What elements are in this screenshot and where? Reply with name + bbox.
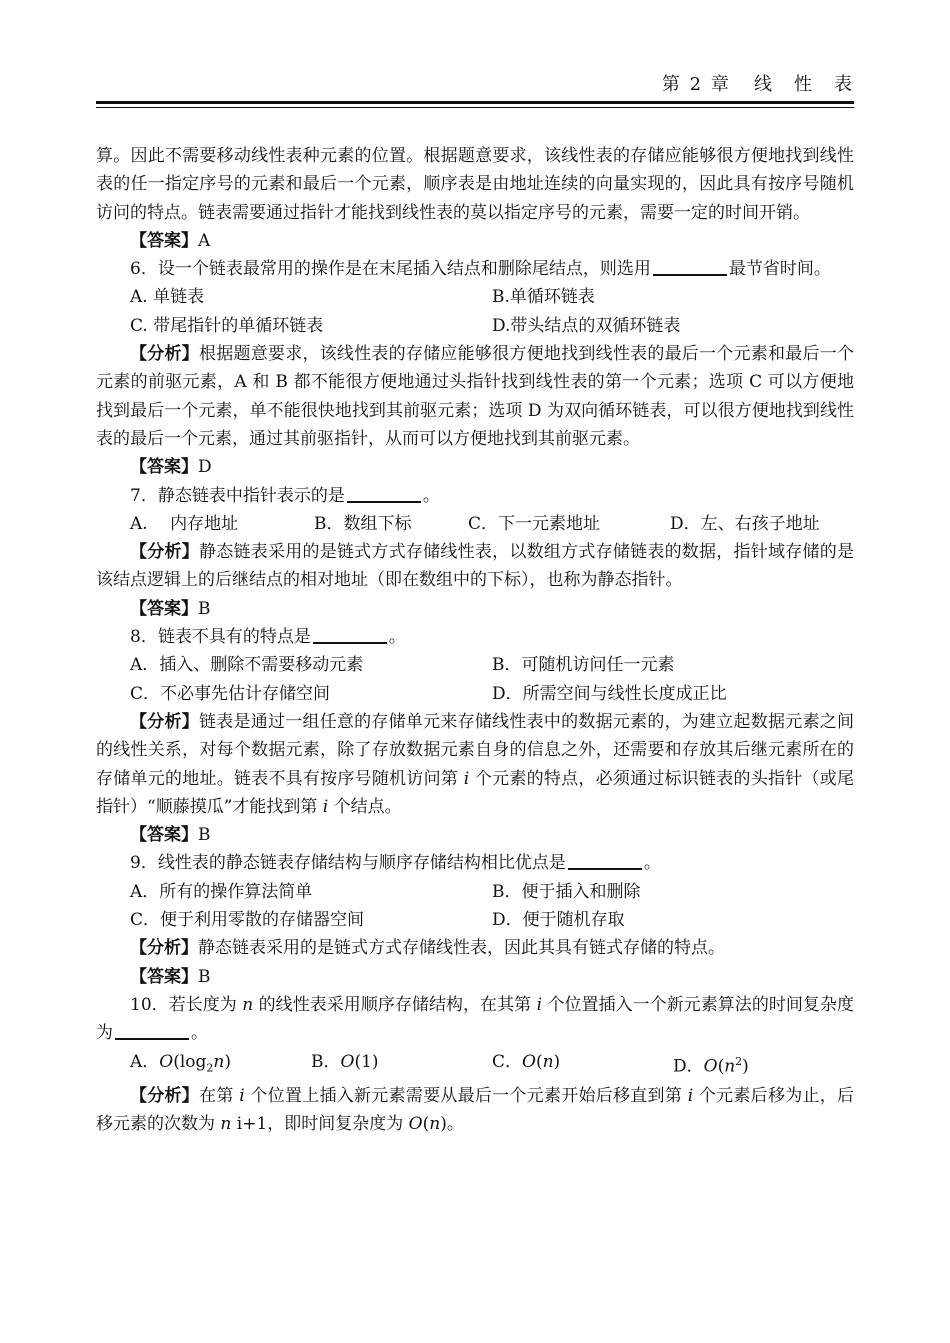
q7-option-b: B．数组下标	[314, 513, 412, 534]
q7-stem: 7．静态链表中指针表示的是 。	[96, 482, 854, 510]
q5-answer: 【答案】A	[130, 230, 211, 251]
q7-answer: 【答案】B	[130, 598, 211, 619]
q8-option-b: B．可随机访问任一元素	[492, 655, 675, 676]
q9-option-a: A．所有的操作算法简单	[130, 881, 313, 902]
q10-analysis: 【分析】在第 i 个位置上插入新元素需要从最后一个元素开始后移直到第 i 个元素后移为止，后移元素的次数为 n i+1，即时间复杂度为 O(n)。	[96, 1086, 855, 1135]
q10-options-row	[96, 1048, 854, 1083]
answer-blank	[115, 1020, 189, 1040]
q8-option-c: C．不必事先估计存储空间	[130, 683, 331, 704]
q8-options-row-1	[96, 651, 854, 679]
q7-option-a: A. 内存地址	[130, 513, 239, 534]
page-content	[96, 142, 854, 1139]
q6-options-row-1	[96, 283, 854, 311]
chapter-title: 线 性 表	[754, 74, 854, 95]
answer-blank	[347, 483, 421, 503]
q10-option-a: A．$O(\log_2n)$	[130, 1051, 232, 1074]
q7-option-d: D．左、右孩子地址	[670, 513, 820, 534]
answer-blank	[653, 256, 727, 276]
q7-options-row	[96, 510, 854, 538]
chapter-number: 第 2 章	[661, 74, 731, 95]
q10-option-d: D．$O(n^2)$	[673, 1054, 749, 1077]
q9-option-c: C．便于利用零散的存储器空间	[130, 910, 365, 931]
q6-options-row-2	[96, 312, 854, 340]
q9-options-row-1	[96, 878, 854, 906]
q6-answer: 【答案】D	[130, 457, 212, 478]
q9-stem: 9．线性表的静态链表存储结构与顺序存储结构相比优点是 。	[96, 849, 854, 877]
page-header	[96, 70, 854, 98]
q9-analysis: 【分析】静态链表采用的是链式方式存储线性表，因此其具有链式存储的特点。	[130, 938, 725, 959]
q8-options-row-2	[96, 680, 854, 708]
q8-stem: 8．链表不具有的特点是 。	[96, 623, 854, 651]
answer-blank	[568, 850, 642, 870]
q6-stem: 6．设一个链表最常用的操作是在末尾插入结点和删除尾结点，则选用 最节省时间。	[96, 255, 854, 283]
q8-answer: 【答案】B	[130, 825, 211, 846]
q8-analysis: 【分析】链表是通过一组任意的存储单元来存储线性表中的数据元素的，为建立起数据元素之间的线性关系，对每个数据元素，除了存放数据元素自身的信息之外，还需要和存放其后继元素所在的存储单元的地址。链表不具有按序号随机访问第 i 个元素的特点，必须通过标识链表的头指针（或尾指针）“顺藤摸瓜”才能找到第 i 个结点。	[96, 711, 855, 817]
q7-analysis: 【分析】静态链表采用的是链式方式存储线性表，以数组方式存储链表的数据，指针域存储的是该结点逻辑上的后继结点的相对地址（即在数组中的下标），也称为静态指针。	[96, 542, 855, 591]
q7-option-c: C．下一元素地址	[468, 513, 601, 534]
answer-blank	[313, 624, 387, 644]
q10-stem: 10．若长度为 n 的线性表采用顺序存储结构，在其第 i 个位置插入一个新元素算法的时间复杂度为 。	[96, 994, 854, 1044]
intro-paragraph: 算。因此不需要移动线性表种元素的位置。根据题意要求，该线性表的存储应能够很方便地找到线性表的任一指定序号的元素和最后一个元素，顺序表是由地址连续的向量实现的，因此具有按序号随机访问的特点。链表需要通过指针才能找到线性表的莫以指定序号的元素，需要一定的时间开销。	[96, 146, 854, 223]
q8-option-d: D．所需空间与线性长度成正比	[492, 683, 727, 704]
q9-option-d: D．便于随机存取	[492, 910, 625, 931]
q10-option-c: C．O(n)	[492, 1051, 561, 1072]
q6-option-c: C. 带尾指针的单循环链表	[130, 315, 324, 336]
q10-option-b: B．O(1)	[311, 1051, 379, 1072]
q6-option-d: D.带头结点的双循环链表	[492, 315, 681, 336]
header-rule-thick	[96, 101, 854, 104]
header-rule-thin	[96, 107, 854, 108]
q9-answer: 【答案】B	[130, 966, 211, 987]
q8-option-a: A．插入、删除不需要移动元素	[130, 655, 364, 676]
q6-analysis: 【分析】根据题意要求，该线性表的存储应能够很方便地找到线性表的最后一个元素和最后一个元素的前驱元素，A 和 B 都不能很方便地通过头指针找到线性表的第一个元素；选项 C 可以方便地找到最后一个元素，单不能很快地找到其前驱元素；选项 D 为双向循环链表，可以很方便地找到线性表的最后一个元素，通过其前驱指针，从而可以方便地找到其前驱元素。	[96, 344, 855, 449]
q6-option-b: B.单循环链表	[492, 287, 595, 308]
q6-option-a: A. 单链表	[130, 287, 205, 308]
q9-options-row-2	[96, 906, 854, 934]
q9-option-b: B．便于插入和删除	[492, 881, 641, 902]
